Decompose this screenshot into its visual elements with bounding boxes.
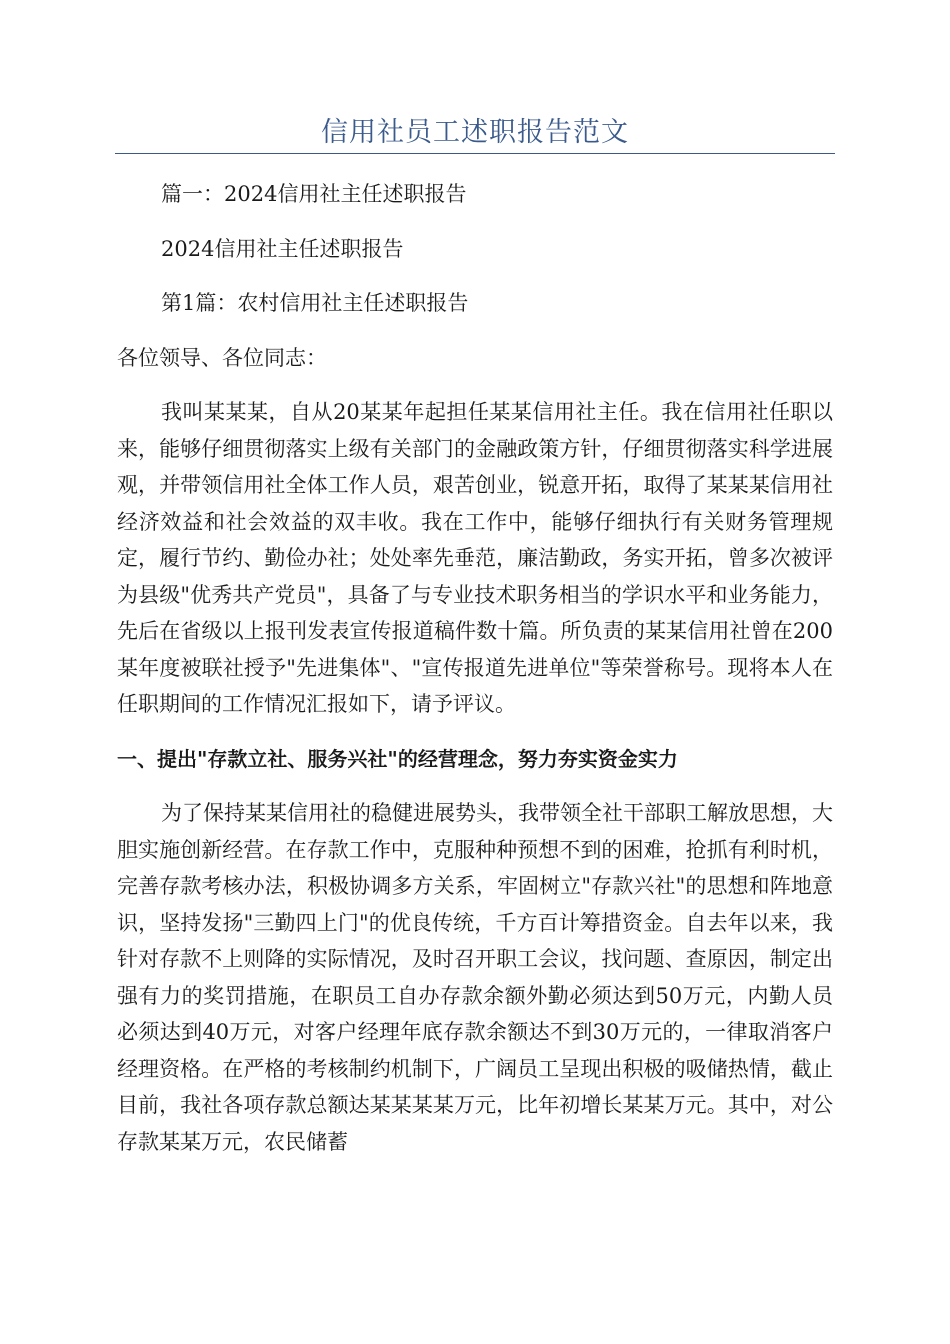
document-body <box>117 176 833 1160</box>
section-heading: 一、提出"存款立社、服务兴社"的经营理念，努力夯实资金实力 <box>117 746 678 771</box>
section-paragraph: 为了保持某某信用社的稳健进展势头，我带领全社干部职工解放思想，大胆实施创新经营。在存款工作中，克服种种预想不到的困难，抢抓有利时机，完善存款考核办法，积极协调多方关系，牢固树立"存款兴社"的思想和阵地意识，坚持发扬"三勤四上门"的优良传统，千方百计筹措资金。自去年以来，我针对存款不上则降的实际情况，及时召开职工会议，找问题、查原因，制定出强有力的奖罚措施，在职员工自办存款余额外勤必须达到50万元，内勤人员必须达到40万元，对客户经理年底存款余额达不到30万元的，一律取消客户经理资格。在严格的考核制约机制下，广阔员工呈现出积极的吸储热情，截止目前，我社各项存款总额达某某某某万元，比年初增长某某万元。其中，对公存款某某万元，农民储蓄 <box>117 801 833 1154</box>
document-title: 信用社员工述职报告范文 <box>321 117 629 148</box>
intro-paragraph: 我叫某某某，自从20某某年起担任某某信用社主任。我在信用社任职以来，能够仔细贯彻落实上级有关部门的金融政策方针，仔细贯彻落实科学进展观，并带领信用社全体工作人员，艰苦创业，锐意开拓，取得了某某某信用社经济效益和社会效益的双丰收。我在工作中，能够仔细执行有关财务管理规定，履行节约、勤俭办社；处处率先垂范，廉洁勤政，务实开拓，曾多次被评为县级"优秀共产党员"，具备了与专业技术职务相当的学识水平和业务能力，先后在省级以上报刊发表宣传报道稿件数十篇。所负责的某某信用社曾在200某年度被联社授予"先进集体"、"宣传报道先进单位"等荣誉称号。现将本人在任职期间的工作情况汇报如下，请予评议。 <box>117 400 833 716</box>
report-subtitle: 2024信用社主任述职报告 <box>161 236 404 261</box>
article-heading: 第1篇：农村信用社主任述职报告 <box>161 291 469 315</box>
salutation: 各位领导、各位同志： <box>117 345 327 370</box>
title-divider <box>115 153 835 154</box>
part-heading: 篇一：2024信用社主任述职报告 <box>161 182 467 206</box>
